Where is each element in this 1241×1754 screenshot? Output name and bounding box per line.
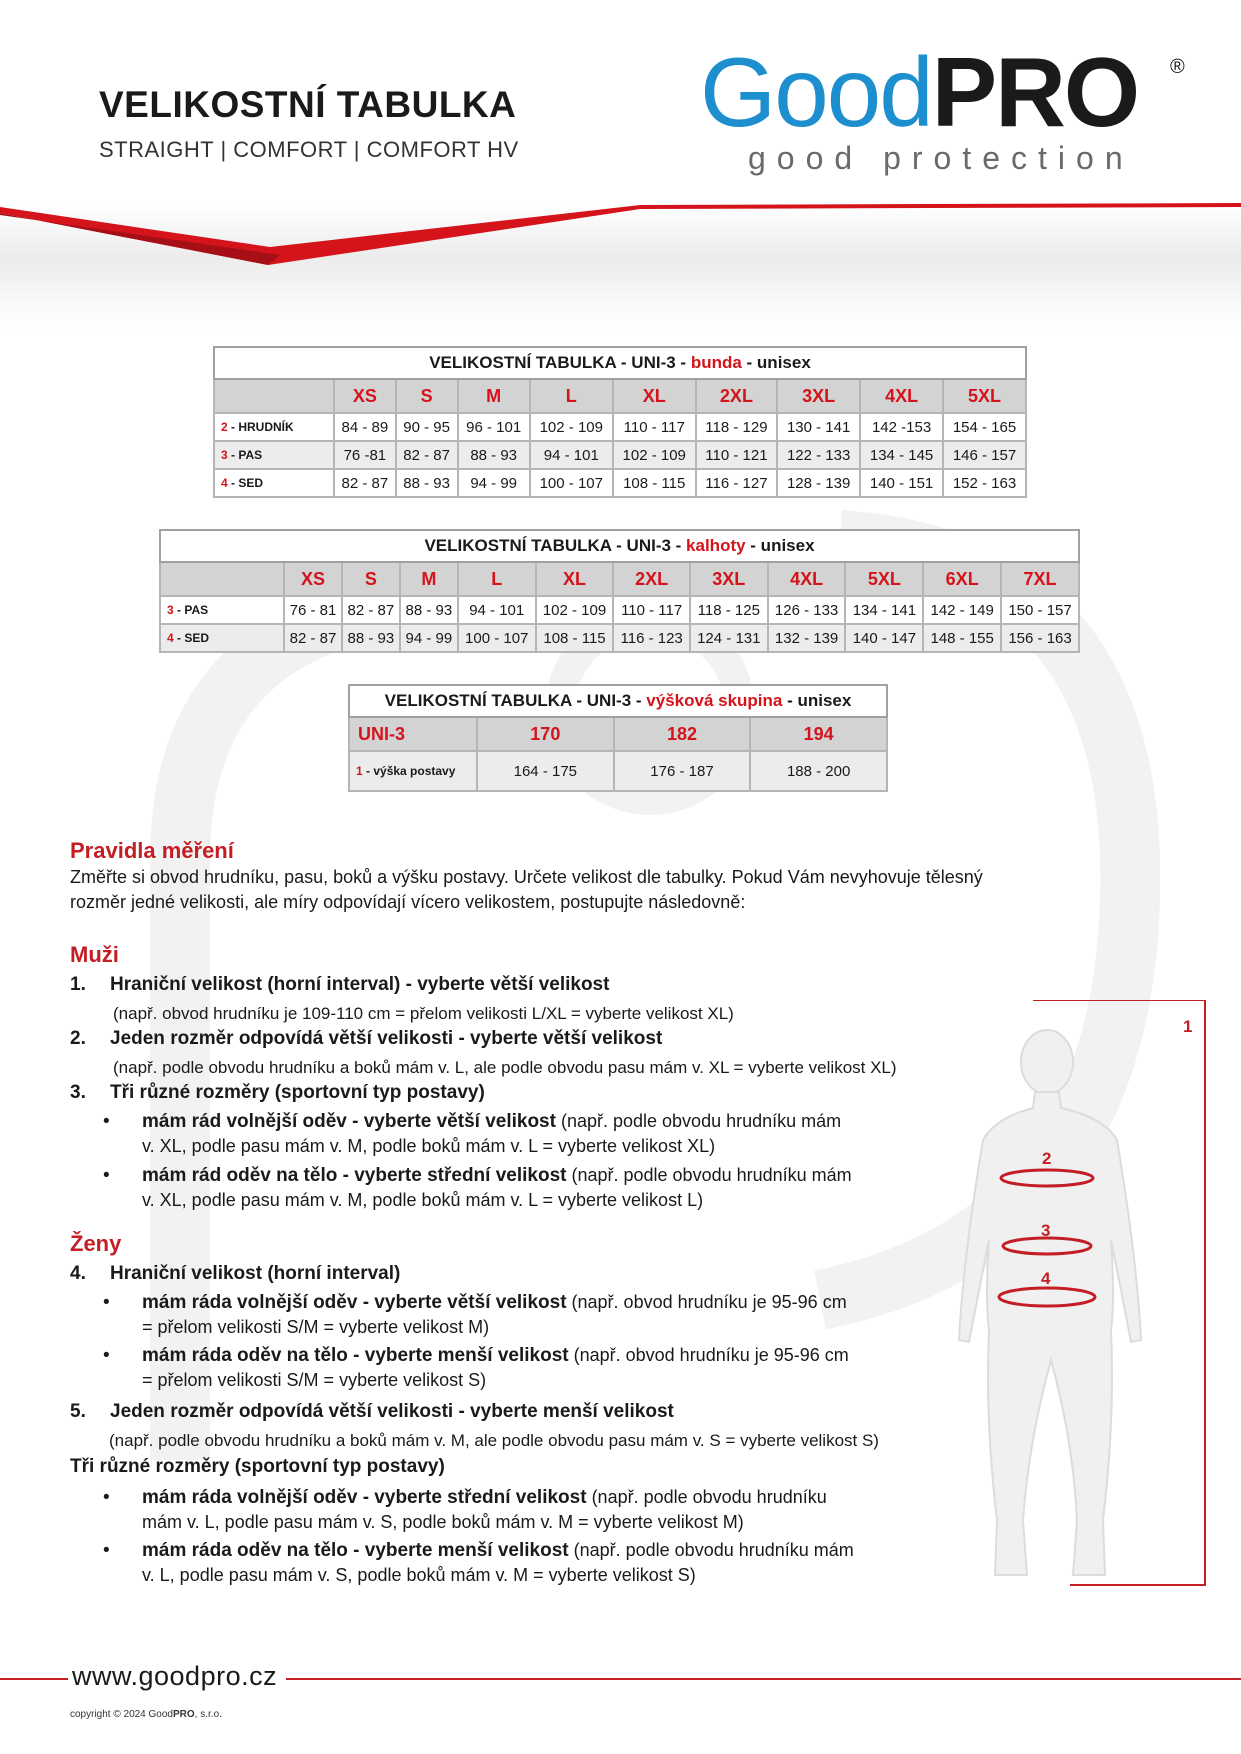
- table-row: 4 - SED 82 - 87 88 - 93 94 - 99 100 - 107 108 - 115 116 - 127 128 - 139 140 - 151 152 - 163: [214, 469, 1026, 497]
- men-item-1: 1. Hraniční velikost (horní interval) - vyberte větší velikost: [70, 974, 610, 995]
- women-item-6: Tři různé rozměry (sportovní typ postavy): [70, 1456, 445, 1477]
- bullet-dot: •: [103, 1292, 110, 1313]
- figure-label-2: 2: [1042, 1149, 1052, 1168]
- men-item-2-note: (např. podle obvodu hrudníku a boků mám v. L, ale podle obvodu pasu mám v. XL = vyberte velikost XL): [113, 1058, 897, 1077]
- men-bullet-2: mám rád oděv na tělo - vyberte střední velikost (např. podle obvodu hrudníku mám v. XL, podle pasu mám v. M, podle boků mám v. L = vyberte velikost L): [142, 1165, 852, 1210]
- footer-website-link[interactable]: www.goodpro.cz: [70, 1661, 283, 1692]
- women-bullet-1: mám ráda volnější oděv - vyberte větší velikost (např. obvod hrudníku je 95-96 cm = přelom velikosti S/M = vyberte velikost M): [142, 1292, 847, 1337]
- women-bullet-4: mám ráda oděv na tělo - vyberte menší velikost (např. podle obvodu hrudníku mám v. L, podle pasu mám v. S, podle boků mám v. M = vyberte velikost S): [142, 1540, 854, 1585]
- table-row: 3 - PAS 76 - 81 82 - 87 88 - 93 94 - 101 102 - 109 110 - 117 118 - 125 126 - 133 134 - 141 142 - 149 150 - 157: [160, 596, 1079, 624]
- size-header-row: XS S M L XL 2XL 3XL 4XL 5XL: [214, 379, 1026, 413]
- figure-label-1: 1: [1183, 1017, 1193, 1036]
- size-table-jacket: [213, 346, 1027, 498]
- women-heading: Ženy: [70, 1231, 122, 1256]
- table-caption: VELIKOSTNÍ TABULKA - UNI-3 - výšková skupina - unisex: [349, 685, 887, 717]
- figure-label-4: 4: [1041, 1269, 1051, 1288]
- table-row: 3 - PAS 76 -81 82 - 87 88 - 93 94 - 101 102 - 109 110 - 121 122 - 133 134 - 145 146 - 157: [214, 441, 1026, 469]
- size-table-trousers: [159, 529, 1080, 653]
- women-bullet-2: mám ráda oděv na tělo - vyberte menší velikost (např. obvod hrudníku je 95-96 cm = přelom velikosti S/M = vyberte velikost S): [142, 1345, 849, 1390]
- table-caption: VELIKOSTNÍ TABULKA - UNI-3 - bunda - unisex: [214, 347, 1026, 379]
- men-heading: Muži: [70, 942, 119, 967]
- figure-label-3: 3: [1041, 1221, 1051, 1240]
- logo-registered-mark: ®: [1170, 56, 1185, 78]
- women-item-5-note: (např. podle obvodu hrudníku a boků mám v. M, ale podle obvodu pasu mám v. S = vyberte velikost S): [109, 1431, 879, 1450]
- men-item-3: 3. Tři různé rozměry (sportovní typ postavy): [70, 1082, 485, 1103]
- women-item-5: 5. Jeden rozměr odpovídá větší velikosti - vyberte menší velikost: [70, 1401, 674, 1422]
- page-title: VELIKOSTNÍ TABULKA: [99, 84, 517, 125]
- red-swoosh-decoration: [0, 195, 1241, 275]
- goodpro-logo: [700, 37, 1200, 182]
- bullet-dot: •: [103, 1487, 110, 1508]
- copyright-notice: copyright © 2024 GoodPRO, s.r.o.: [70, 1709, 222, 1720]
- footer-line-left: [0, 1678, 68, 1680]
- logo-pro: PRO: [931, 37, 1139, 147]
- table-row: 1 - výška postavy 164 - 175 176 - 187 188 - 200: [349, 751, 887, 791]
- rules-paragraph-line-2: rozměr jedné velikosti, ale míry odpovídají vícero velikostem, postupujte následovně:: [70, 892, 746, 912]
- bullet-dot: •: [103, 1165, 110, 1186]
- page-subtitle: STRAIGHT | COMFORT | COMFORT HV: [99, 137, 519, 162]
- men-item-2: 2. Jeden rozměr odpovídá větší velikosti - vyberte větší velikost: [70, 1028, 663, 1049]
- men-bullet-1: mám rád volnější oděv - vyberte větší velikost (např. podle obvodu hrudníku mám v. XL, podle pasu mám v. M, podle boků mám v. L = vyberte velikost XL): [142, 1111, 842, 1156]
- size-header-row: UNI-3 170 182 194: [349, 717, 887, 751]
- size-table-height: [348, 684, 888, 792]
- table-row: 2 - HRUDNÍK 84 - 89 90 - 95 96 - 101 102 - 109 110 - 117 118 - 129 130 - 141 142 -153 154 - 165: [214, 413, 1026, 441]
- logo-tagline: good protection: [748, 140, 1134, 176]
- table-row: 4 - SED 82 - 87 88 - 93 94 - 99 100 - 107 108 - 115 116 - 123 124 - 131 132 - 139 140 - 147 148 - 155 156 - 163: [160, 624, 1079, 652]
- body-measurement-figure: [955, 1000, 1215, 1600]
- body-silhouette: [959, 1030, 1141, 1575]
- size-header-row: XS S M L XL 2XL 3XL 4XL 5XL 6XL 7XL: [160, 562, 1079, 596]
- footer-line-right: [286, 1678, 1241, 1680]
- rules-heading: Pravidla měření: [70, 838, 234, 863]
- logo-good: Good: [700, 37, 932, 147]
- table-caption: VELIKOSTNÍ TABULKA - UNI-3 - kalhoty - unisex: [160, 530, 1079, 562]
- bullet-dot: •: [103, 1111, 110, 1132]
- bullet-dot: •: [103, 1540, 110, 1561]
- bullet-dot: •: [103, 1345, 110, 1366]
- men-item-1-note: (např. obvod hrudníku je 109-110 cm = přelom velikosti L/XL = vyberte velikost XL): [113, 1004, 734, 1023]
- women-item-4: 4. Hraniční velikost (horní interval): [70, 1263, 401, 1284]
- rules-paragraph-line-1: Změřte si obvod hrudníku, pasu, boků a výšku postavy. Určete velikost dle tabulky. Pokud Vám nevyhovuje tělesný: [70, 867, 983, 887]
- logo-wordmark: [700, 37, 1139, 147]
- women-bullet-3: mám ráda volnější oděv - vyberte střední velikost (např. podle obvodu hrudníku mám v. L, podle pasu mám v. S, podle boků mám v. M = vyberte velikost M): [142, 1487, 827, 1532]
